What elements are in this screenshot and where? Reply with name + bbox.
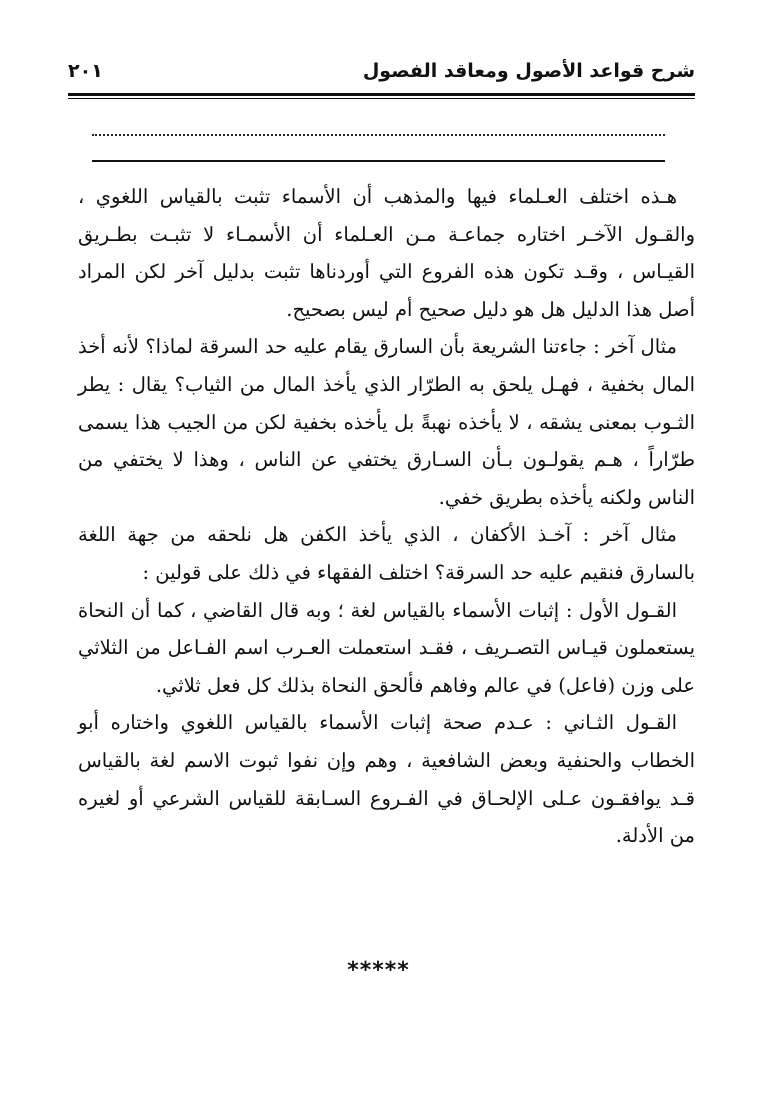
running-header — [68, 54, 695, 94]
header-rule-thin — [68, 98, 695, 99]
dotted-separator — [92, 134, 665, 136]
paragraph: مثال آخر : جاءتنا الشريعة بأن السارق يقام عليه حد السرقة لماذا؟ لأنه أخذ المال بخفية ، فهـل يلحق به الطرّار الذي يأخذ المال من الثياب؟ يقال : يطر الثـوب بمعنى يشقه ، لا يأخذه نهبةً بل يأخذه بخفية لكن من الجيب هذا يسمى طرّاراً ، هـم يقولـون بـأن السـارق يختفي عن الناس ، وهذا لا يختفي من الناس ولكنه يأخذه بطريق خفي. — [78, 335, 695, 509]
solid-divider — [92, 160, 665, 162]
page-number: ٢٠١ — [68, 60, 103, 82]
paragraph: مثال آخر : آخـذ الأكفان ، الذي يأخذ الكفن هل نلحقه من جهة اللغة بالسارق فنقيم عليه حد السرقة؟ اختلف الفقهاء في ذلك على قولين : — [78, 523, 695, 584]
section-end-marker: ***** — [347, 958, 410, 983]
paragraph: القـول الثـاني : عـدم صحة إثبات الأسماء بالقياس اللغوي واختاره أبو الخطاب والحنفية وبعض الشافعية ، وهم وإن نفوا ثبوت الاسم لغة بالقياس قـد يوافقـون عـلى الإلحـاق في الفـروع السـابقة للقياس الشرعي أو لغيره من الأدلة. — [78, 711, 695, 848]
header-rule — [68, 93, 695, 96]
paragraph: القـول الأول : إثبات الأسماء بالقياس لغة ؛ وبه قال القاضي ، كما أن النحاة يستعملون قيـاس التصـريف ، فقـد استعملت العـرب اسم الفـاعل من الثلاثي على وزن (فاعل) في عالم وفاهم فألحق النحاة بذلك كل فعل ثلاثي. — [78, 598, 695, 697]
paragraph: هـذه اختلف العـلماء فيها والمذهب أن الأسماء تثبت بالقياس اللغوي ، والقـول الآخـر اختاره جماعـة مـن العـلماء أن الأسمـاء لا تثبـت بطـريق القيـاس ، وقـد تكون هذه الفروع التي أوردناها تثبت بدليل آخر لكن المراد أصل هذا الدليل هل هو دليل صحيح أم ليس بصحيح. — [78, 185, 695, 321]
book-title: شرح قواعد الأصول ومعاقد الفصول — [362, 60, 695, 82]
body-text — [78, 178, 695, 855]
